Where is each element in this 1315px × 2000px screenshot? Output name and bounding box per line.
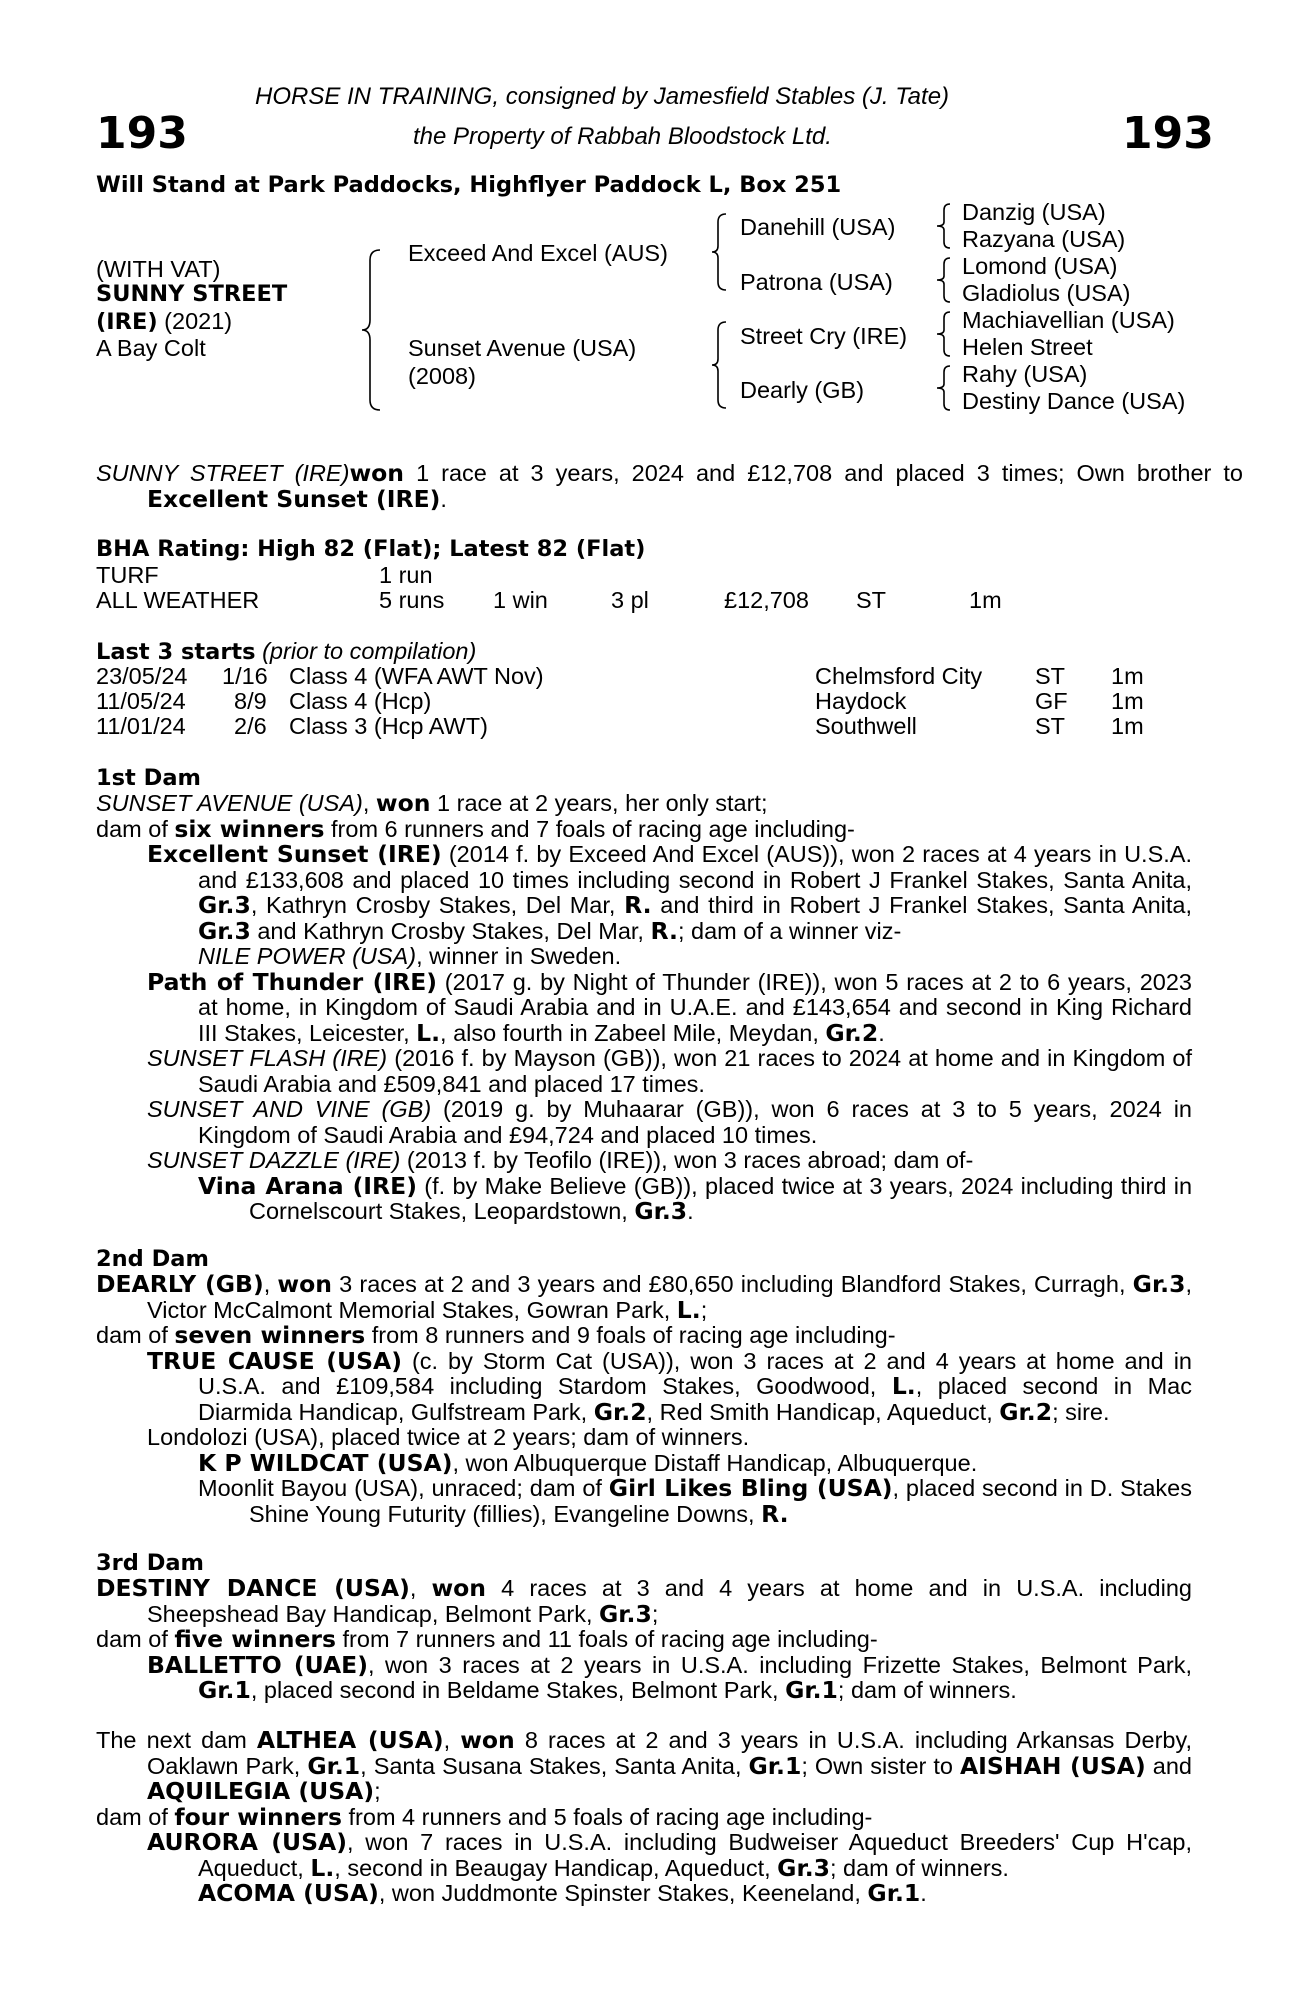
pedigree-sds: Lomond (USA) <box>962 253 1118 279</box>
horse-summary: SUNNY STREET (IRE)won 1 race at 3 years, 2024 and £12,708 and placed 3 times; Own brother to Excellent Sunset (IRE). <box>96 459 1243 513</box>
lot-number-left: 193 <box>96 108 188 159</box>
pedigree-brace-ss <box>935 202 953 250</box>
last-start-row: 11/01/24 2/6 Class 3 (Hcp AWT) Southwell ST 1m <box>96 713 1144 739</box>
pedigree-sss: Danzig (USA) <box>962 199 1106 225</box>
dam3-section: DESTINY DANCE (USA), won 4 races at 3 and 4 years at home and in U.S.A. including Sheepshead Bay Handicap, Belmont Park, Gr.3; dam of five winners from 7 runners and 11 foals of racing age including- BALLETTO (UAE), won 3 races at 2 years in U.S.A. including Frizette Stakes, Belmont Park, Gr.1, placed second in Beldame Stakes, Belmont Park, Gr.1; dam of winners. <box>96 1574 1192 1704</box>
pedigree-ssd: Razyana (USA) <box>962 226 1126 252</box>
pedigree-brace-dam <box>710 320 730 410</box>
stand-location: Will Stand at Park Paddocks, Highflyer Paddock L, Box 251 <box>96 172 842 198</box>
horse-year: (2021) <box>157 308 233 334</box>
pedigree-brace-sire <box>710 212 730 292</box>
last-start-row: 23/05/24 1/16 Class 4 (WFA AWT Nov) Chelmsford City ST 1m <box>96 663 1144 689</box>
dam4-section: The next dam ALTHEA (USA), won 8 races at 2 and 3 years in U.S.A. including Arkansas Derby, Oaklawn Park, Gr.1, Santa Susana Stakes, Santa Anita, Gr.1; Own sister to AISHAH (USA) and AQUILEGIA (USA); dam of four winners from 4 runners and 5 foals of racing age including- AURORA (USA), won 7 races in U.S.A. including Budweiser Aqueduct Breeders' Cup H'cap, Aqueduct, L., second in Beaugay Handicap, Aqueduct, Gr.3; dam of winners. ACOMA (USA), won Juddmonte Spinster Stakes, Keeneland, Gr.1. <box>96 1726 1192 1907</box>
pedigree-sdd: Gladiolus (USA) <box>962 280 1131 306</box>
pedigree-sire-sire: Danehill (USA) <box>740 214 896 240</box>
pedigree-dam: Sunset Avenue (USA) <box>408 335 637 361</box>
last-start-row: 11/05/24 8/9 Class 4 (Hcp) Haydock GF 1m <box>96 688 1144 714</box>
horse-name: SUNNY STREET <box>96 281 288 307</box>
vat-note: (WITH VAT) <box>96 256 221 282</box>
dam2-section: DEARLY (GB), won 3 races at 2 and 3 years and £80,650 including Blandford Stakes, Curragh, Gr.3, Victor McCalmont Memorial Stakes, Gowran Park, L.; dam of seven winners from 8 runners and 9 foals of racing age including- TRUE CAUSE (USA) (c. by Storm Cat (USA)), won 3 races at 2 and 4 years at home and in U.S.A. and £109,584 including Stardom Stakes, Goodwood, L., placed second in Mac Diarmida Handicap, Gulfstream Park, Gr.2, Red Smith Handicap, Aqueduct, Gr.2; sire. Londolozi (USA), placed twice at 2 years; dam of winners. K P WILDCAT (USA), won Albuquerque Distaff Handicap, Albuquerque. Moonlit Bayou (USA), unraced; dam of Girl Likes Bling (USA), placed second in D. Stakes Shine Young Futurity (fillies), Evangeline Downs, R. <box>96 1270 1193 1528</box>
horse-country-year <box>96 309 232 336</box>
pedigree-dds: Rahy (USA) <box>962 361 1088 387</box>
consignor-line: HORSE IN TRAINING, consigned by Jamesfield Stables (J. Tate) <box>255 83 950 110</box>
lot-number-right: 193 <box>1122 108 1214 159</box>
dam1-section: SUNSET AVENUE (USA), won 1 race at 2 years, her only start; dam of six winners from 6 runners and 7 foals of racing age including- Excellent Sunset (IRE) (2014 f. by Exceed And Excel (AUS)), won 2 races at 4 years in U.S.A. and £133,608 and placed 10 times including second in Robert J Frankel Stakes, Santa Anita, Gr.3, Kathryn Crosby Stakes, Del Mar, R. and third in Robert J Frankel Stakes, Santa Anita, Gr.3 and Kathryn Crosby Stakes, Del Mar, R.; dam of a winner viz- NILE POWER (USA), winner in Sweden. Path of Thunder (IRE) (2017 g. by Night of Thunder (IRE)), won 5 races at 2 to 6 years, 2023 at home, in Kingdom of Saudi Arabia and in U.A.E. and £143,654 and second in King Richard III Stakes, Leicester, L., also fourth in Zabeel Mile, Meydan, Gr.2. SUNSET FLASH (IRE) (2016 f. by Mayson (GB)), won 21 races to 2024 at home and in Kingdom of Saudi Arabia and £509,841 and placed 17 times. SUNSET AND VINE (GB) (2019 g. by Muhaarar (GB)), won 6 races at 3 to 5 years, 2024 in Kingdom of Saudi Arabia and £94,724 and placed 10 times. SUNSET DAZZLE (IRE) (2013 f. by Teofilo (IRE)), won 3 races abroad; dam of- Vina Arana (IRE) (f. by Make Believe (GB)), placed twice at 3 years, 2024 including third in Cornelscourt Stakes, Leopardstown, Gr.3. <box>96 789 1193 1225</box>
dam3-title: 3rd Dam <box>96 1550 204 1576</box>
pedigree-dss: Machiavellian (USA) <box>962 307 1175 333</box>
property-line: the Property of Rabbah Bloodstock Ltd. <box>413 123 832 150</box>
pedigree-sire: Exceed And Excel (AUS) <box>408 240 668 266</box>
pedigree-dam-dam: Dearly (GB) <box>740 377 865 403</box>
pedigree-dam-year: (2008) <box>408 363 476 389</box>
pedigree-ddd: Destiny Dance (USA) <box>962 388 1186 414</box>
pedigree-brace-dd <box>935 364 953 412</box>
pedigree-sire-dam: Patrona (USA) <box>740 269 893 295</box>
horse-description: A Bay Colt <box>96 335 206 361</box>
pedigree-dam-sire: Street Cry (IRE) <box>740 323 908 349</box>
pedigree-brace-main <box>360 248 384 412</box>
pedigree-brace-sd <box>935 256 953 304</box>
pedigree-dsd: Helen Street <box>962 334 1093 360</box>
bha-rating-title: BHA Rating: High 82 (Flat); Latest 82 (Flat) <box>96 536 646 562</box>
pedigree-brace-ds <box>935 310 953 358</box>
horse-country: (IRE) <box>96 309 158 335</box>
dam2-title: 2nd Dam <box>96 1246 209 1272</box>
rating-turf-row: TURF 1 run <box>96 562 433 588</box>
dam1-title: 1st Dam <box>96 765 201 791</box>
last-starts-title: Last 3 starts (prior to compilation) <box>96 638 477 665</box>
rating-aw-row: ALL WEATHER 5 runs 1 win 3 pl £12,708 ST 1m <box>96 587 1002 613</box>
